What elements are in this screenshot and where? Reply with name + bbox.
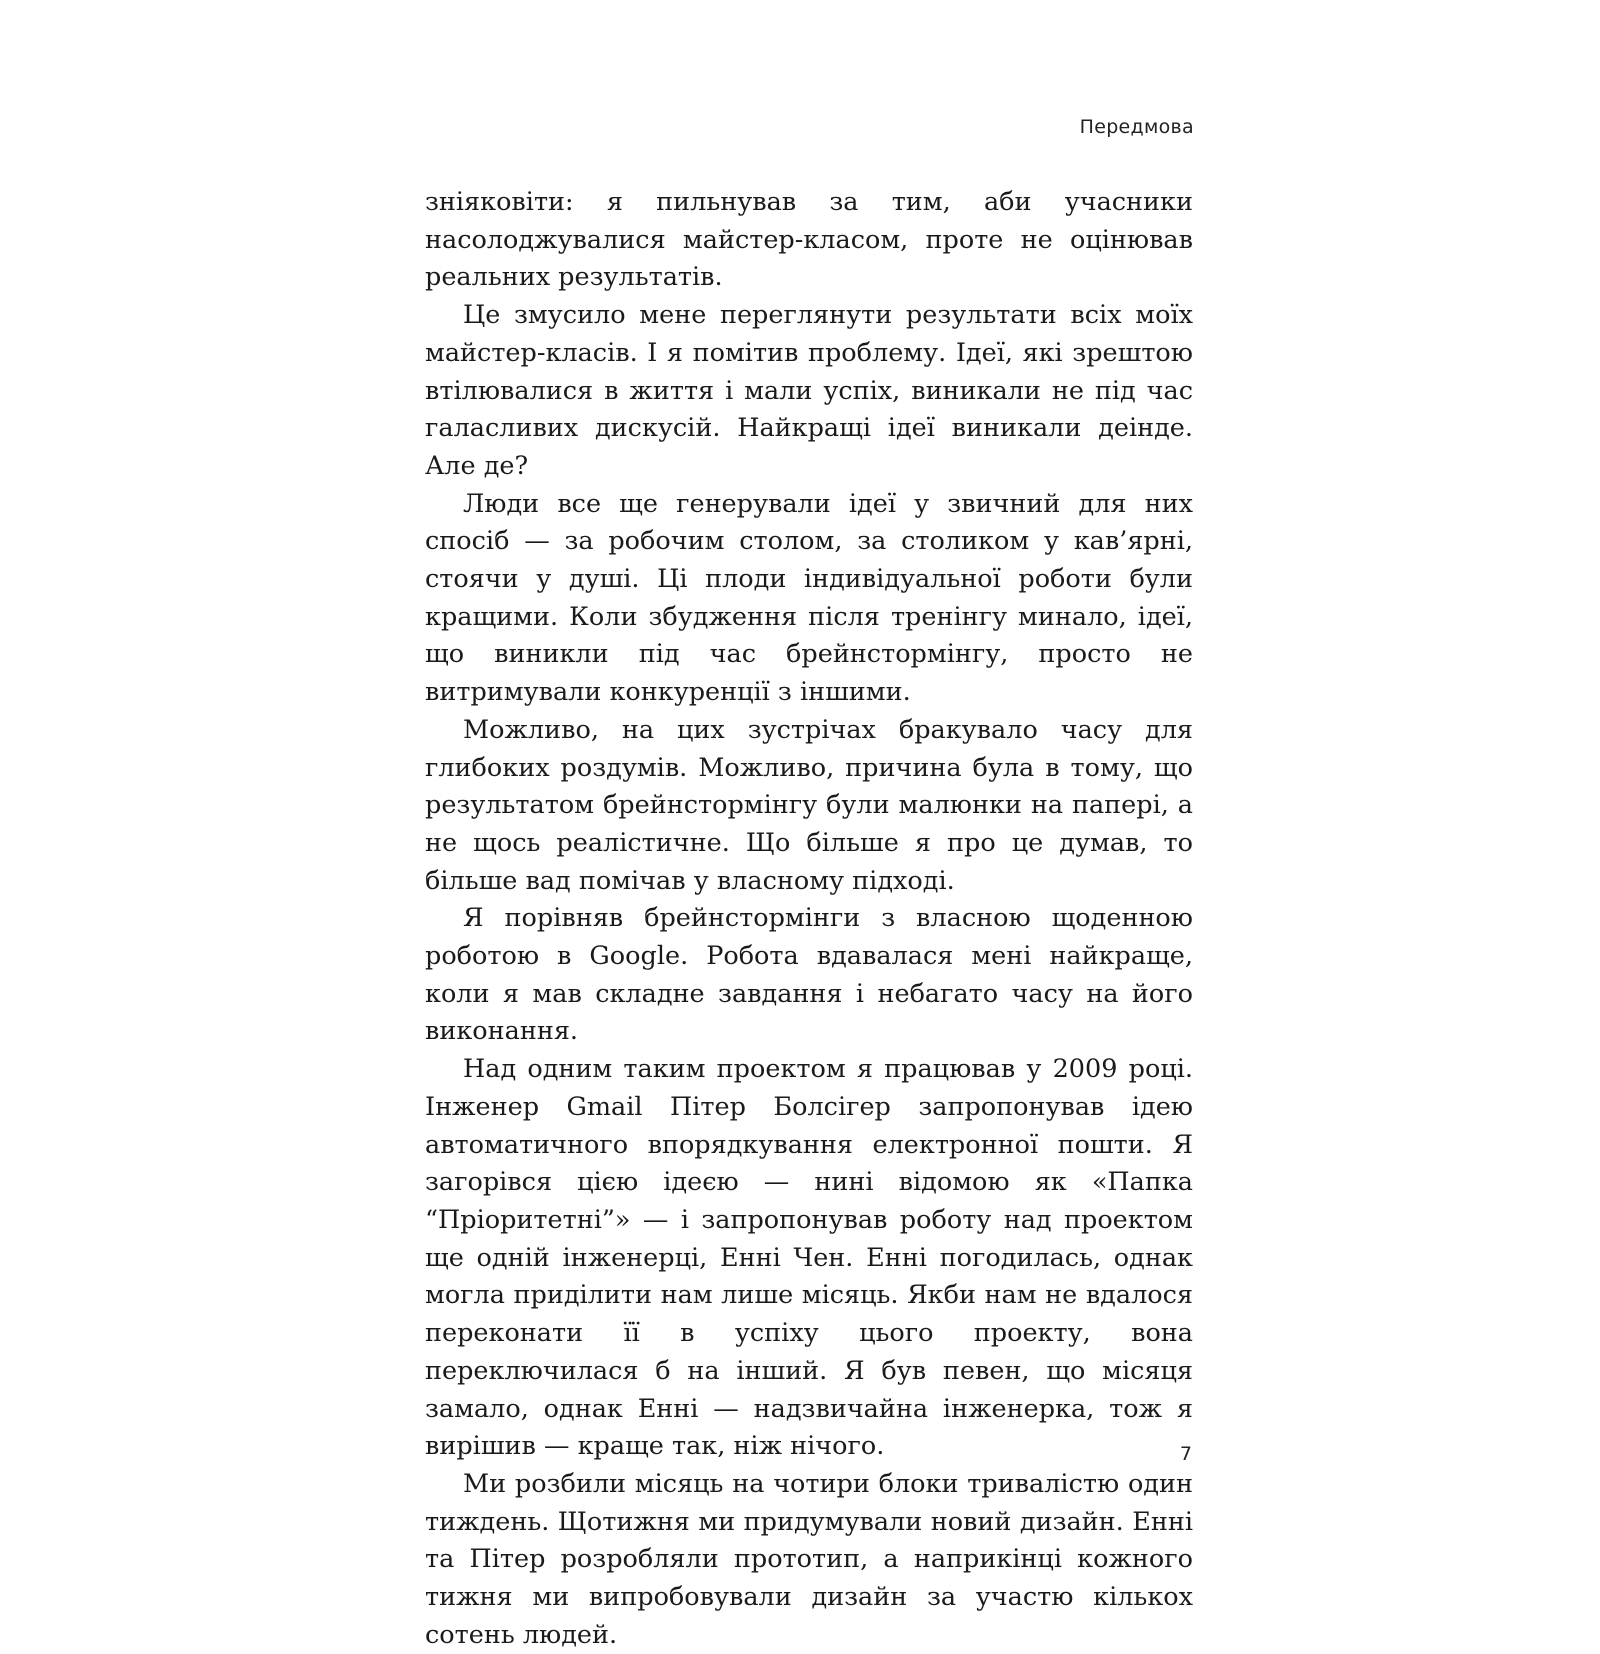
paragraph-continued: зніяковіти: я пильнував за тим, аби учасники насолоджувалися майстер-класом, проте не оцінював реальних результатів. (425, 187, 1193, 293)
paragraph: Можливо, на цих зустрічах бракувало часу для глибоких роздумів. Можливо, причина була в тому, що результатом брейнстормінгу були малюнки на папері, а не щось реалістичне. Що більше я про це думав, то більше вад помічав у власному підході. (425, 714, 1193, 896)
paragraph: Це змусило мене переглянути результати всіх моїх майстер-класів. І я помітив проблему. Ідеї, які зрештою втілювалися в життя і мали успіх, виникали не під час галасливих дискусій. Найкращі ідеї виникали деінде. Але де? (425, 300, 1193, 481)
page-number: 7 (1179, 1443, 1192, 1465)
running-header: Передмова (1079, 116, 1194, 138)
body-text (425, 184, 1193, 1654)
paragraph: Над одним таким проектом я працював у 2009 році. Інженер Gmail Пітер Болсігер запропонував ідею автоматичного впорядкування електронної пошти. Я загорівся цією ідеєю — нині відомою як «Папка “Пріоритетні”» — і запропонував роботу над проектом ще одній інженерці, Енні Чен. Енні погодилась, однак могла приділити нам лише місяць. Якби нам не вдалося переконати її в успіху цього проекту, вона переключилася б на інший. Я був певен, що місяця замало, однак Енні — надзвичайна інженерка, тож я вирішив — краще так, ніж нічого. (425, 1054, 1193, 1462)
paragraph: Я порівняв брейнстормінги з власною щоденною роботою в Google. Робота вдавалася мені найкраще, коли я мав складне завдання і небагато часу на його виконання. (425, 903, 1193, 1047)
paragraph: Ми розбили місяць на чотири блоки тривалістю один тиждень. Щотижня ми придумували новий дизайн. Енні та Пітер розробляли прототип, а наприкінці кожного тижня ми випробовували дизайн за участю кількох сотень людей. (425, 1468, 1193, 1650)
paragraph: Люди все ще генерували ідеї у звичний для них спосіб — за робочим столом, за столиком у кав’ярні, стоячи у душі. Ці плоди індивідуальної роботи були кращими. Коли збудження після тренінгу минало, ідеї, що виникли під час брейнстормінгу, просто не витримували конкуренції з іншими. (425, 488, 1193, 708)
